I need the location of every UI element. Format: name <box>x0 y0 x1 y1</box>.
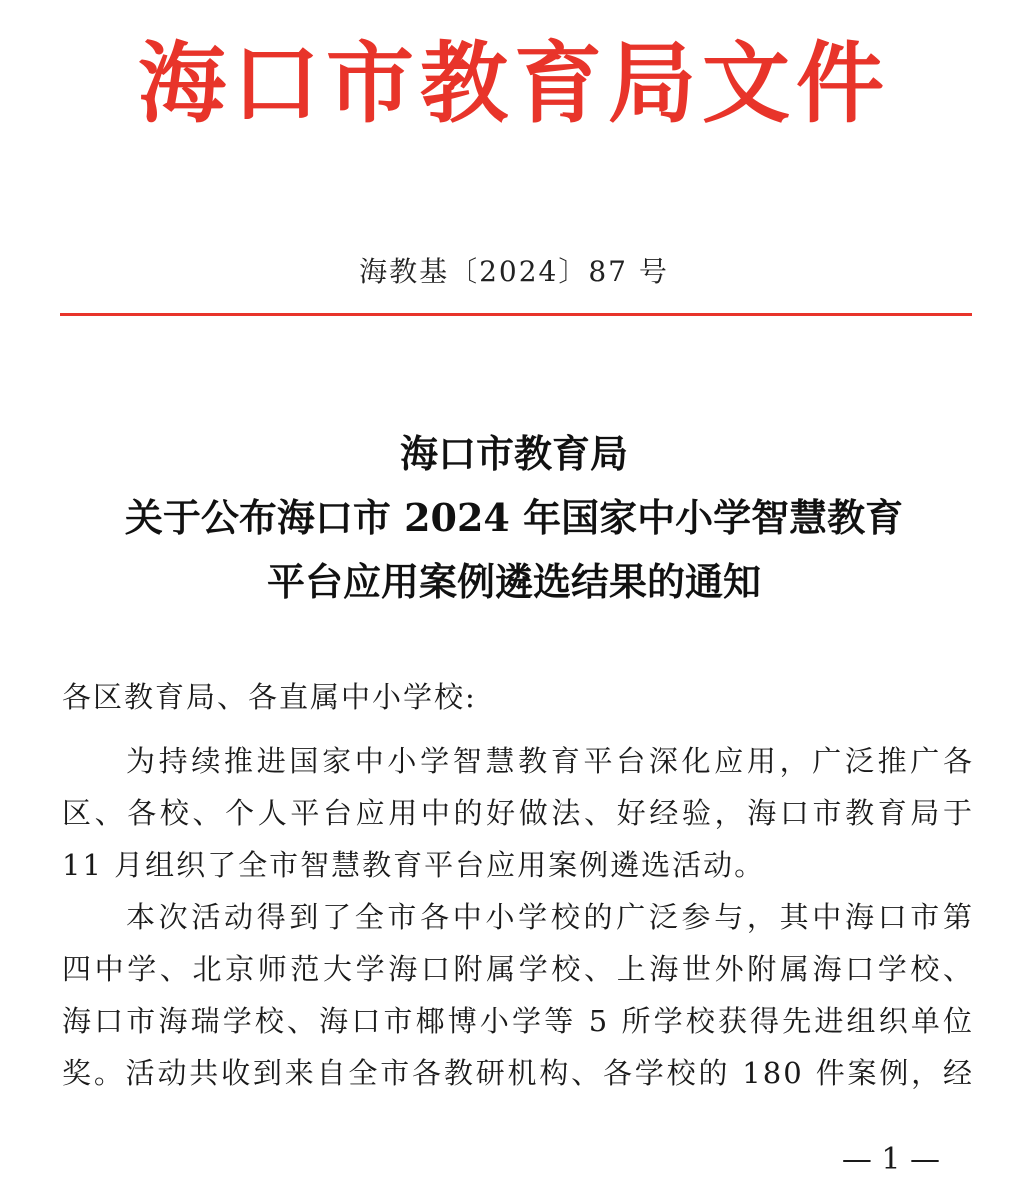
addressee-line: 各区教育局、各直属中小学校: <box>62 680 477 714</box>
paragraph-2-line-3: 海口市海瑞学校、海口市椰博小学等 5 所学校获得先进组织单位 <box>62 1004 974 1038</box>
paragraph-2-line-2: 四中学、北京师范大学海口附属学校、上海世外附属海口学校、 <box>62 952 974 986</box>
paragraph-1-line-3: 11 月组织了全市智慧教育平台应用案例遴选活动。 <box>62 848 766 882</box>
paragraph-2-line-4: 奖。活动共收到来自全市各教研机构、各学校的 180 件案例，经 <box>62 1056 974 1090</box>
paragraph-1-line-2: 区、各校、个人平台应用中的好做法、好经验，海口市教育局于 <box>62 796 974 830</box>
paragraph-2-line-1: 本次活动得到了全市各中小学校的广泛参与，其中海口市第 <box>126 900 974 934</box>
title-line-2: 关于公布海口市 2024 年国家中小学智慧教育 <box>124 495 904 540</box>
title-line-3: 平台应用案例遴选结果的通知 <box>266 559 761 604</box>
page-number: — 1 — <box>841 1142 940 1177</box>
document-masthead: 海口市教育局文件 <box>137 31 890 135</box>
paragraph-1-line-1: 为持续推进国家中小学智慧教育平台深化应用，广泛推广各 <box>126 744 974 778</box>
title-line-1: 海口市教育局 <box>399 431 628 476</box>
red-divider-rule <box>60 313 972 316</box>
notice-title <box>0 422 1028 614</box>
document-number: 海教基〔2024〕87 号 <box>359 255 669 288</box>
body-text <box>62 735 974 1099</box>
